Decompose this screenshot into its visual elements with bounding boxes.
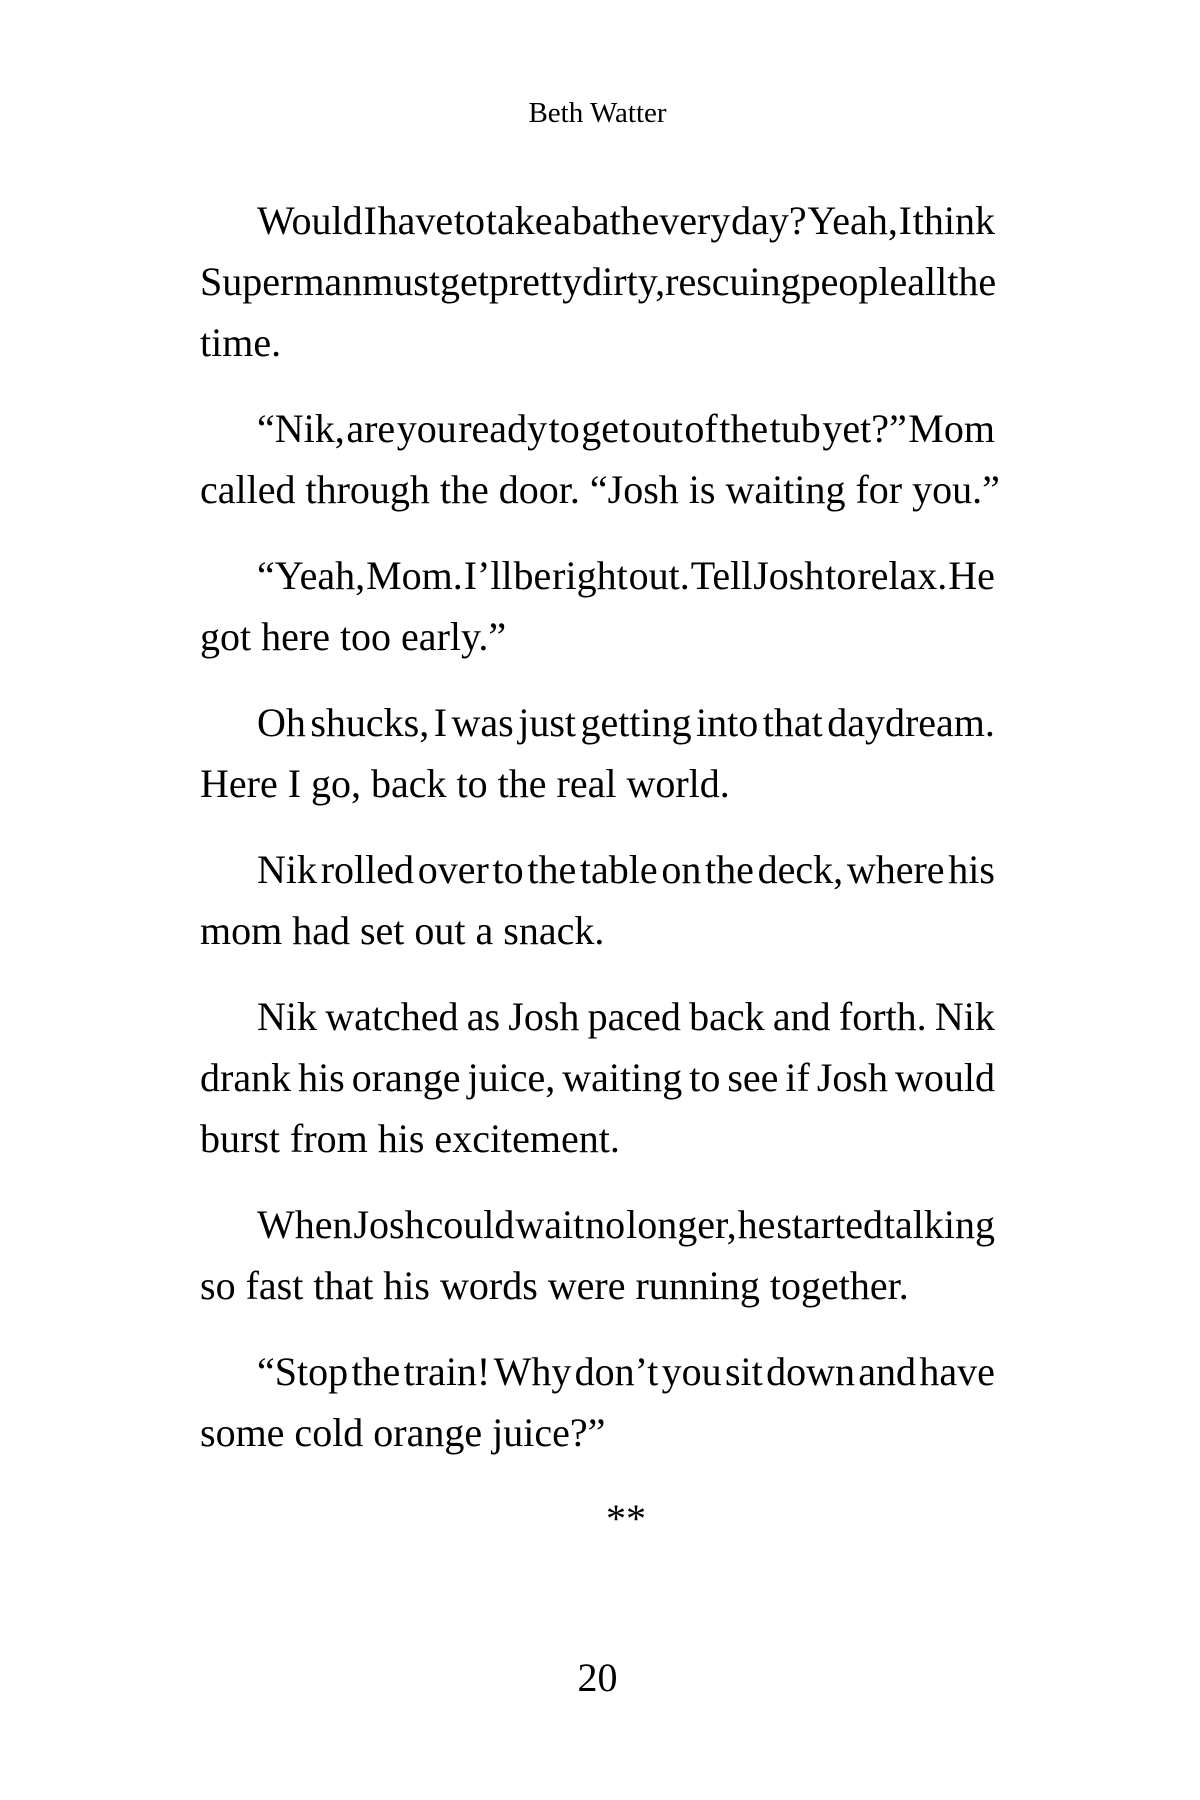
word: Mom. <box>366 553 463 598</box>
word: into <box>696 700 759 745</box>
word: back <box>689 994 765 1039</box>
word: the <box>719 406 769 451</box>
text-line: burst from his excitement. <box>200 1116 620 1161</box>
word: I <box>363 198 377 243</box>
word: get <box>439 259 489 304</box>
paragraph <box>200 986 995 1169</box>
word: dirty, <box>582 259 666 304</box>
word: you <box>396 406 457 451</box>
word: out. <box>628 553 690 598</box>
word: to <box>548 406 580 451</box>
word: that <box>762 700 823 745</box>
word: the <box>947 259 997 304</box>
word: Why <box>493 1349 572 1394</box>
word: I’ll <box>463 553 513 598</box>
word: watched <box>325 994 459 1039</box>
word: tub <box>769 406 821 451</box>
word: Tell <box>690 553 753 598</box>
text-line: Here I go, back to the real world. <box>200 761 730 806</box>
word: get <box>581 406 631 451</box>
word: sit <box>724 1349 763 1394</box>
word: down <box>766 1349 855 1394</box>
text-line: got here too early.” <box>200 614 507 659</box>
word: don’t <box>574 1349 659 1394</box>
word: rescuing <box>665 259 801 304</box>
word: longer, <box>626 1202 737 1247</box>
paragraph <box>200 398 1000 520</box>
paragraph <box>200 692 995 814</box>
text-line: mom had set out a snack. <box>200 908 605 953</box>
word: talking <box>883 1202 995 1247</box>
paragraph <box>200 1194 995 1316</box>
text-line <box>200 1194 995 1255</box>
text-line <box>200 839 995 900</box>
word: his <box>298 1055 345 1100</box>
word: “Stop <box>257 1349 349 1394</box>
word: see <box>727 1055 779 1100</box>
word: Josh <box>753 553 825 598</box>
word: where <box>846 847 945 892</box>
paragraph <box>200 190 995 373</box>
word: no <box>585 1202 626 1247</box>
word: Oh <box>257 700 306 745</box>
word: Would <box>257 198 363 243</box>
word: you <box>661 1349 722 1394</box>
word: ready <box>458 406 548 451</box>
running-header-author: Beth Watter <box>528 97 667 129</box>
word: could <box>425 1202 515 1247</box>
text-line <box>200 986 995 1047</box>
paragraph <box>200 1341 995 1463</box>
paragraph <box>200 839 995 961</box>
word: of <box>684 406 718 451</box>
word: to <box>492 847 524 892</box>
word: think <box>912 198 995 243</box>
word: have <box>377 198 454 243</box>
word: the <box>705 847 754 892</box>
text-line <box>200 398 995 459</box>
word: paced <box>587 994 681 1039</box>
scene-break-marker: ** <box>606 1496 646 1541</box>
word: “Yeah, <box>257 553 366 598</box>
word: as <box>466 994 501 1039</box>
word: if <box>785 1055 810 1100</box>
word: yet?” <box>822 406 907 451</box>
word: to <box>825 553 857 598</box>
word: right <box>552 553 628 598</box>
text-line: so fast that his words were running together. <box>200 1263 909 1308</box>
word: He <box>948 553 995 598</box>
word: was <box>451 700 514 745</box>
page-body <box>200 190 1000 1549</box>
text-line: called through the door. “Josh is waiting for you.” <box>200 467 1000 512</box>
word: to <box>453 198 486 243</box>
word: and <box>858 1349 917 1394</box>
word: I <box>898 198 912 243</box>
word: relax. <box>857 553 948 598</box>
word: daydream. <box>827 700 995 745</box>
paragraph <box>200 545 995 667</box>
text-line: time. <box>200 320 282 365</box>
word: would <box>894 1055 995 1100</box>
word: on <box>661 847 702 892</box>
word: forth. <box>838 994 927 1039</box>
word: a <box>553 198 572 243</box>
word: people <box>800 259 908 304</box>
text-line <box>200 692 995 753</box>
word: and <box>772 994 831 1039</box>
text-line <box>200 190 995 251</box>
word: just <box>518 700 576 745</box>
word: every <box>641 198 731 243</box>
word: When <box>257 1202 353 1247</box>
word: over <box>417 847 489 892</box>
word: rolled <box>320 847 415 892</box>
word: bath <box>571 198 641 243</box>
word: his <box>948 847 995 892</box>
word: “Nik, <box>257 406 345 451</box>
word: shucks, <box>310 700 430 745</box>
text-line <box>200 1341 995 1402</box>
word: wait <box>515 1202 585 1247</box>
text-line <box>200 1047 995 1108</box>
word: Josh <box>816 1055 888 1100</box>
word: drank <box>200 1055 292 1100</box>
word: waiting <box>562 1055 683 1100</box>
word: deck, <box>757 847 844 892</box>
word: he <box>737 1202 776 1247</box>
word: day? <box>731 198 807 243</box>
word: orange <box>351 1055 461 1100</box>
text-line <box>200 545 995 606</box>
text-line: some cold orange juice?” <box>200 1410 606 1455</box>
word: Mom <box>908 406 995 451</box>
word: are <box>346 406 396 451</box>
word: take <box>485 198 553 243</box>
word: Superman <box>200 259 363 304</box>
word: to <box>689 1055 721 1100</box>
word: I <box>433 700 448 745</box>
word: all <box>907 259 948 304</box>
word: started <box>776 1202 883 1247</box>
word: out <box>631 406 683 451</box>
word: Nik <box>257 994 317 1039</box>
text-line <box>200 251 995 312</box>
word: getting <box>580 700 692 745</box>
word: have <box>919 1349 995 1394</box>
word: Yeah, <box>807 198 898 243</box>
word: table <box>579 847 658 892</box>
word: Josh <box>353 1202 425 1247</box>
word: Nik <box>257 847 317 892</box>
word: train! <box>403 1349 491 1394</box>
word: the <box>351 1349 401 1394</box>
word: the <box>527 847 577 892</box>
page-number: 20 <box>577 1655 618 1700</box>
word: must <box>362 259 440 304</box>
word: be <box>513 553 552 598</box>
word: juice, <box>467 1055 556 1100</box>
word: pretty <box>488 259 583 304</box>
word: Nik <box>934 994 995 1039</box>
word: Josh <box>508 994 580 1039</box>
